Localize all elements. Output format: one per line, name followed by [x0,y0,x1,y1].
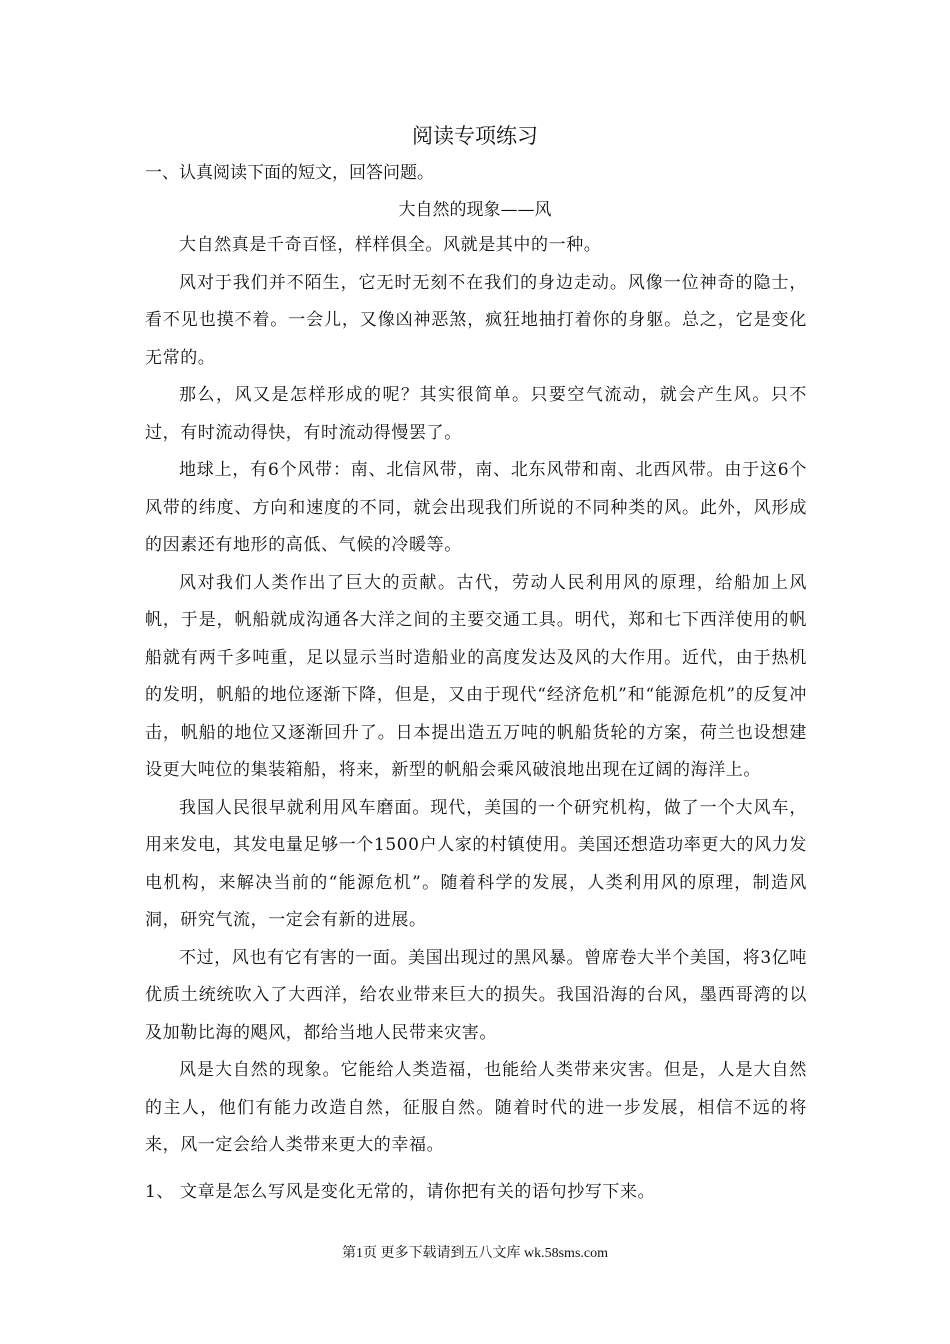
paragraph: 大自然真是千奇百怪，样样俱全。风就是其中的一种。 [179,235,602,255]
paragraph: 风是大自然的现象。它能给人类造福，也能给人类带来灾害。但是，人是大自然的主人，他们有能力改造自然，征服自然。随着时代的进一步发展，相信不远的将来，风一定会给人类带来更大的幸福。 [145,1060,807,1155]
paragraph: 地球上，有6个风带：南、北信风带，南、北东风带和南、北西风带。由于这6个风带的纬度、方向和速度的不同，就会出现我们所说的不同种类的风。此外，风形成的因素还有地形的高低、气候的冷暖等。 [145,460,807,555]
page-footer: 第1页 更多下载请到五八文库 wk.58sms.com [342,1246,608,1261]
paragraph: 风对于我们并不陌生，它无时无刻不在我们的身边走动。风像一位神奇的隐士，看不见也摸不着。一会儿，又像凶神恶煞，疯狂地抽打着你的身躯。总之，它是变化无常的。 [145,272,807,368]
question-1: 1、 文章是怎么写风是变化无常的，请你把有关的语句抄写下来。 [145,1182,656,1202]
article-title: 大自然的现象——风 [398,200,552,220]
article-body [145,227,807,1165]
section-heading: 一、认真阅读下面的短文，回答问题。 [145,163,434,183]
paragraph: 那么，风又是怎样形成的呢？其实很简单。只要空气流动，就会产生风。只不过，有时流动得快，有时流动得慢罢了。 [145,385,807,443]
paragraph: 不过，风也有它有害的一面。美国出现过的黑风暴。曾席卷大半个美国，将3亿吨优质土统统吹入了大西洋，给农业带来巨大的损失。我国沿海的台风，墨西哥湾的以及加勒比海的飓风，都给当地人民带来灾害。 [145,947,807,1043]
page-title: 阅读专项练习 [412,124,538,148]
paragraph: 我国人民很早就利用风车磨面。现代，美国的一个研究机构，做了一个大风车，用来发电，其发电量足够一个1500户人家的村镇使用。美国还想造功率更大的风力发电机构，来解决当前的“能源危机”。随着科学的发展，人类利用风的原理，制造风洞，研究气流，一定会有新的进展。 [145,797,807,930]
paragraph: 风对我们人类作出了巨大的贡献。古代，劳动人民利用风的原理，给船加上风帆，于是，帆船就成沟通各大洋之间的主要交通工具。明代，郑和七下西洋使用的帆船就有两千多吨重，足以显示当时造船业的高度发达及风的大作用。近代，由于热机的发明，帆船的地位逐渐下降，但是，又由于现代“经济危机”和“能源危机”的反复冲击，帆船的地位又逐渐回升了。日本提出造五万吨的帆船货轮的方案，荷兰也设想建设更大吨位的集装箱船，将来，新型的帆船会乘风破浪地出现在辽阔的海洋上。 [145,572,807,780]
